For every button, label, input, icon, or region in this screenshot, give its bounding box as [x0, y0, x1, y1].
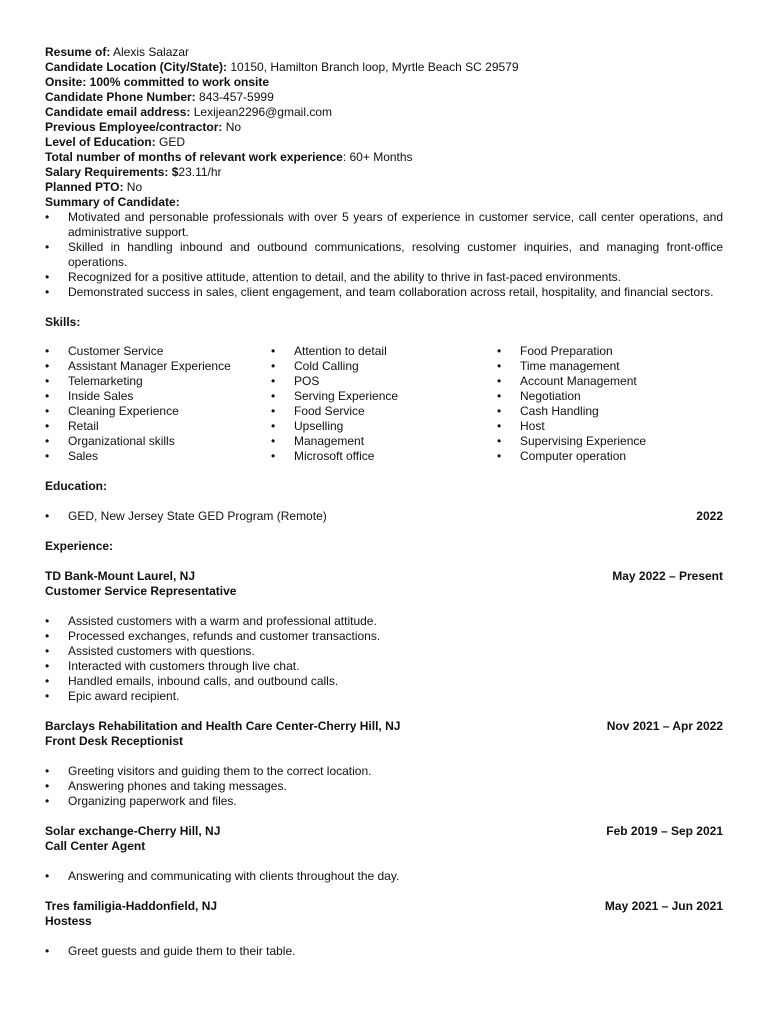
list-item: • Cold Calling [271, 359, 497, 374]
education-row [45, 509, 723, 524]
skills-column-3 [497, 344, 723, 464]
job-dates: Feb 2019 – Sep 2021 [606, 824, 723, 838]
job-duties-list [45, 944, 723, 959]
job-header [45, 719, 723, 734]
list-item: • Supervising Experience [497, 434, 723, 449]
employer-name: Solar exchange-Cherry Hill, NJ [45, 824, 221, 838]
skills-column-2 [271, 344, 497, 464]
list-item: • Serving Experience [271, 389, 497, 404]
job-header [45, 899, 723, 914]
list-item: • Management [271, 434, 497, 449]
list-item: • Organizational skills [45, 434, 271, 449]
experience-heading: Experience: [45, 539, 114, 553]
job-dates: May 2022 – Present [612, 569, 723, 583]
education-year: 2022 [696, 509, 723, 523]
employer-name: Barclays Rehabilitation and Health Care Center-Cherry Hill, NJ [45, 719, 401, 733]
list-item: • Assisted customers with a warm and professional attitude. [45, 614, 723, 629]
job-dates: May 2021 – Jun 2021 [604, 899, 723, 913]
list-item: • Cleaning Experience [45, 404, 271, 419]
list-item: • Food Preparation [497, 344, 723, 359]
list-item: • Customer Service [45, 344, 271, 359]
employer-name: TD Bank-Mount Laurel, NJ [45, 569, 196, 583]
job-duties-list [45, 764, 723, 809]
list-item: • Processed exchanges, refunds and customer transactions. [45, 629, 723, 644]
list-item: • Demonstrated success in sales, client engagement, and team collaboration across retail, hospitality, and financial sectors. [45, 285, 723, 300]
summary-heading: Summary of Candidate: [45, 195, 180, 209]
email-line: Candidate email address: Lexijean2296@gmail.com [45, 105, 332, 119]
list-item: • Interacted with customers through live chat. [45, 659, 723, 674]
skills-column-1 [45, 344, 271, 464]
list-item: • Answering and communicating with clients throughout the day. [45, 869, 723, 884]
summary-list [45, 210, 723, 300]
job-header [45, 824, 723, 839]
list-item: • Recognized for a positive attitude, attention to detail, and the ability to thrive in fast-paced environments. [45, 270, 723, 285]
job-duties-list [45, 614, 723, 704]
job-title: Front Desk Receptionist [45, 734, 184, 748]
job-header [45, 569, 723, 584]
salary-line: Salary Requirements: $23.11/hr [45, 165, 222, 179]
education-list [45, 509, 327, 524]
resume-document [45, 45, 723, 959]
job-title: Hostess [45, 914, 92, 928]
list-item: • Upselling [271, 419, 497, 434]
skills-columns [45, 344, 723, 464]
list-item: • Handled emails, inbound calls, and outbound calls. [45, 674, 723, 689]
job-dates: Nov 2021 – Apr 2022 [606, 719, 723, 733]
list-item: • Sales [45, 449, 271, 464]
list-item: • Cash Handling [497, 404, 723, 419]
list-item: • GED, New Jersey State GED Program (Remote) [45, 509, 327, 524]
education-heading: Education: [45, 479, 107, 493]
list-item: • Motivated and personable professionals with over 5 years of experience in customer service, call center operations, and administrative support. [45, 210, 723, 240]
list-item: • Computer operation [497, 449, 723, 464]
job-duties-list [45, 869, 723, 884]
list-item: • Attention to detail [271, 344, 497, 359]
list-item: • Account Management [497, 374, 723, 389]
list-item: • Negotiation [497, 389, 723, 404]
education-level-line: Level of Education: GED [45, 135, 186, 149]
list-item: • Organizing paperwork and files. [45, 794, 723, 809]
location-line: Candidate Location (City/State): 10150, Hamilton Branch loop, Myrtle Beach SC 29579 [45, 60, 519, 74]
list-item: • Telemarketing [45, 374, 271, 389]
job-title: Call Center Agent [45, 839, 146, 853]
list-item: • Host [497, 419, 723, 434]
phone-line: Candidate Phone Number: 843-457-5999 [45, 90, 274, 104]
candidate-header [45, 45, 723, 210]
employer-name: Tres familigia-Haddonfield, NJ [45, 899, 218, 913]
list-item: • Greet guests and guide them to their table. [45, 944, 723, 959]
list-item: • Assistant Manager Experience [45, 359, 271, 374]
list-item: • Food Service [271, 404, 497, 419]
skills-heading: Skills: [45, 315, 81, 329]
list-item: • Microsoft office [271, 449, 497, 464]
list-item: • Skilled in handling inbound and outbound communications, resolving customer inquiries, and managing front-office operations. [45, 240, 723, 270]
list-item: • Greeting visitors and guiding them to the correct location. [45, 764, 723, 779]
resume-of-line: Resume of: Alexis Salazar [45, 45, 190, 59]
list-item: • Answering phones and taking messages. [45, 779, 723, 794]
job-title: Customer Service Representative [45, 584, 237, 598]
list-item: • Inside Sales [45, 389, 271, 404]
onsite-line: Onsite: 100% committed to work onsite [45, 75, 270, 89]
list-item: • Retail [45, 419, 271, 434]
list-item: • POS [271, 374, 497, 389]
pto-line: Planned PTO: No [45, 180, 143, 194]
experience-months-line: Total number of months of relevant work experience: 60+ Months [45, 150, 413, 164]
list-item: • Time management [497, 359, 723, 374]
previous-employee-line: Previous Employee/contractor: No [45, 120, 242, 134]
list-item: • Assisted customers with questions. [45, 644, 723, 659]
list-item: • Epic award recipient. [45, 689, 723, 704]
